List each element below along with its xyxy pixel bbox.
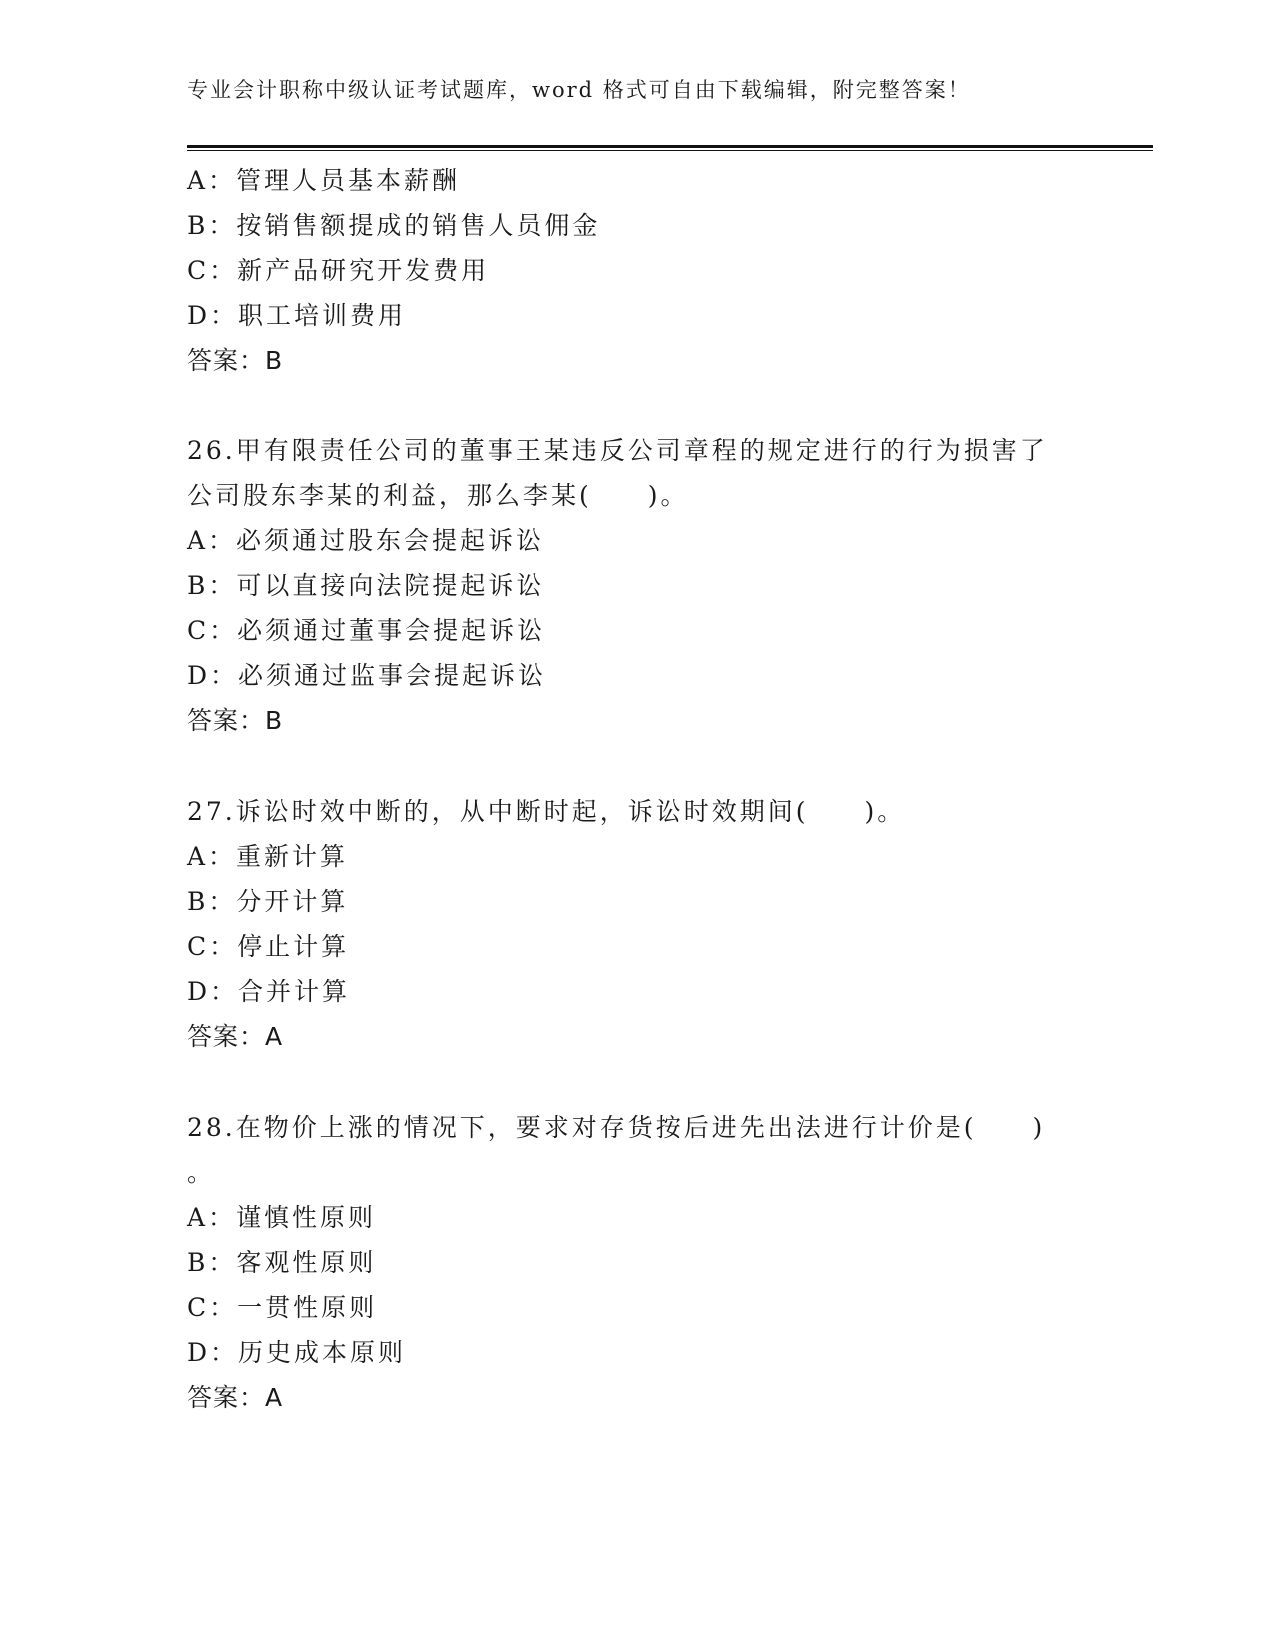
option-b: B：可以直接向法院提起诉讼 — [187, 571, 545, 600]
question-28 — [187, 1105, 1087, 1420]
question-stem-line-1: 28.在物价上涨的情况下，要求对存货按后进先出法进行计价是( ) — [187, 1113, 1046, 1142]
option-c: C：必须通过董事会提起诉讼 — [187, 616, 546, 645]
option-b: B：按销售额提成的销售人员佣金 — [187, 211, 601, 240]
option-b: B：客观性原则 — [187, 1248, 377, 1277]
question-stem-line-1: 27.诉讼时效中断的，从中断时起，诉讼时效期间( )。 — [187, 797, 906, 826]
question-list — [187, 158, 1087, 1420]
question-stem-line-2: 。 — [187, 1158, 216, 1187]
option-a: A：管理人员基本薪酬 — [187, 166, 461, 195]
answer-line: 答案：B — [187, 706, 284, 735]
option-c: C：一贯性原则 — [187, 1293, 378, 1322]
answer-line: 答案：B — [187, 346, 284, 375]
answer-line: 答案：A — [187, 1383, 284, 1412]
answer-line: 答案：A — [187, 1022, 284, 1051]
header-divider — [187, 145, 1153, 151]
question-stem-line-2: 公司股东李某的利益，那么李某( )。 — [187, 481, 689, 510]
option-d: D：职工培训费用 — [187, 301, 407, 330]
question-25-continued — [187, 158, 1087, 383]
question-26 — [187, 428, 1087, 743]
option-a: A：谨慎性原则 — [187, 1203, 377, 1232]
option-b: B：分开计算 — [187, 887, 349, 916]
option-c: C：停止计算 — [187, 932, 350, 961]
option-c: C：新产品研究开发费用 — [187, 256, 490, 285]
option-d: D：历史成本原则 — [187, 1338, 407, 1367]
option-d: D：必须通过监事会提起诉讼 — [187, 661, 547, 690]
option-d: D：合并计算 — [187, 977, 351, 1006]
question-stem-line-1: 26.甲有限责任公司的董事王某违反公司章程的规定进行的行为损害了 — [187, 436, 1048, 465]
option-a: A：重新计算 — [187, 842, 349, 871]
page-header: 专业会计职称中级认证考试题库，word 格式可自由下载编辑，附完整答案！ — [187, 78, 971, 102]
question-27 — [187, 789, 1087, 1059]
option-a: A：必须通过股东会提起诉讼 — [187, 526, 545, 555]
